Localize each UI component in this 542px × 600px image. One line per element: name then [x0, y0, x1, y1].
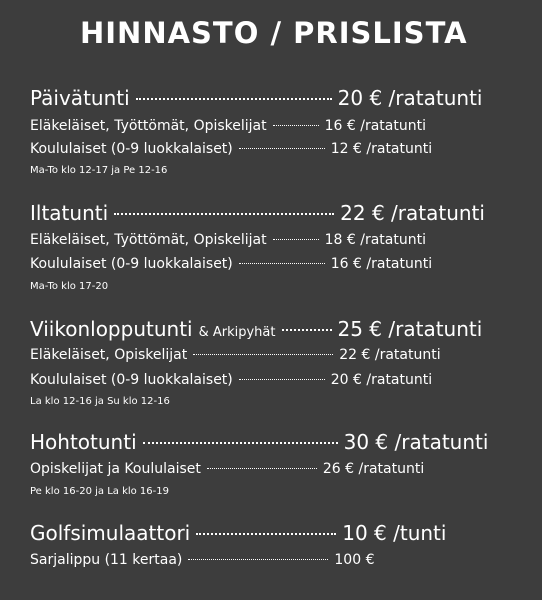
- price-label: Eläkeläiset, Työttömät, Opiskelijat: [30, 232, 267, 248]
- dot-leader: [273, 125, 319, 126]
- price-row-school: [30, 141, 432, 157]
- price-value: 30 € /ratatunti: [343, 430, 489, 454]
- dot-leader: [239, 148, 325, 149]
- dot-leader: [136, 98, 332, 100]
- opening-hours: Ma-To klo 12-17 ja Pe 12-16: [30, 165, 168, 176]
- price-value: 25 € /ratatunti: [337, 317, 483, 341]
- price-label-suffix: & Arkipyhät: [198, 325, 276, 340]
- dot-leader: [273, 239, 319, 240]
- dot-leader: [196, 533, 336, 535]
- price-value: 16 € /ratatunti: [324, 118, 426, 134]
- price-label: Opiskelijat ja Koululaiset: [30, 461, 201, 477]
- dot-leader: [239, 263, 325, 264]
- price-value: 26 € /ratatunti: [322, 461, 425, 477]
- price-value: 22 € /ratatunti: [340, 201, 485, 225]
- price-row-paivatunti: [30, 86, 482, 110]
- price-label: Eläkeläiset, Työttömät, Opiskelijat: [30, 118, 267, 134]
- price-row-golfsimulaattori: [30, 521, 446, 545]
- price-value: 16 € /ratatunti: [330, 256, 433, 272]
- price-value: 20 € /ratatunti: [337, 86, 483, 110]
- price-label: Iltatunti: [30, 201, 109, 225]
- dot-leader: [282, 329, 332, 331]
- price-value: 10 € /tunti: [342, 521, 447, 545]
- price-label: Koululaiset (0-9 luokkalaiset): [30, 256, 233, 272]
- price-label: Sarjalippu (11 kertaa): [30, 552, 183, 568]
- price-row-discount: [30, 118, 426, 134]
- price-label: Golfsimulaattori: [30, 521, 191, 545]
- opening-hours: La klo 12-16 ja Su klo 12-16: [30, 396, 170, 407]
- price-label: Koululaiset (0-9 luokkalaiset): [30, 141, 233, 157]
- opening-hours: Ma-To klo 17-20: [30, 281, 109, 292]
- price-label: Viikonlopputunti: [30, 317, 193, 341]
- price-row-hohtotunti: [30, 430, 488, 454]
- price-row-series-ticket: [30, 552, 374, 568]
- dot-leader: [207, 468, 317, 469]
- dot-leader: [188, 559, 328, 560]
- dot-leader: [193, 354, 333, 355]
- price-label: Hohtotunti: [30, 430, 137, 454]
- dot-leader: [114, 213, 334, 215]
- price-value: 22 € /ratatunti: [339, 347, 441, 363]
- dot-leader: [143, 442, 338, 444]
- price-value: 12 € /ratatunti: [330, 141, 433, 157]
- price-row-discount: [30, 347, 441, 363]
- price-row-viikonlopputunti: [30, 317, 482, 341]
- page-title: HINNASTO / PRISLISTA: [80, 16, 468, 50]
- price-value: 20 € /ratatunti: [330, 372, 433, 388]
- price-row-students: [30, 461, 424, 477]
- price-label: Eläkeläiset, Opiskelijat: [30, 347, 188, 363]
- price-value: 18 € /ratatunti: [324, 232, 426, 248]
- dot-leader: [239, 379, 325, 380]
- price-label: Päivätunti: [30, 86, 130, 110]
- opening-hours: Pe klo 16-20 ja La klo 16-19: [30, 486, 169, 497]
- price-label: Koululaiset (0-9 luokkalaiset): [30, 372, 233, 388]
- price-row-iltatunti: [30, 201, 485, 225]
- price-row-discount: [30, 232, 426, 248]
- price-row-school: [30, 372, 432, 388]
- price-row-school: [30, 256, 432, 272]
- price-value: 100 €: [334, 552, 375, 568]
